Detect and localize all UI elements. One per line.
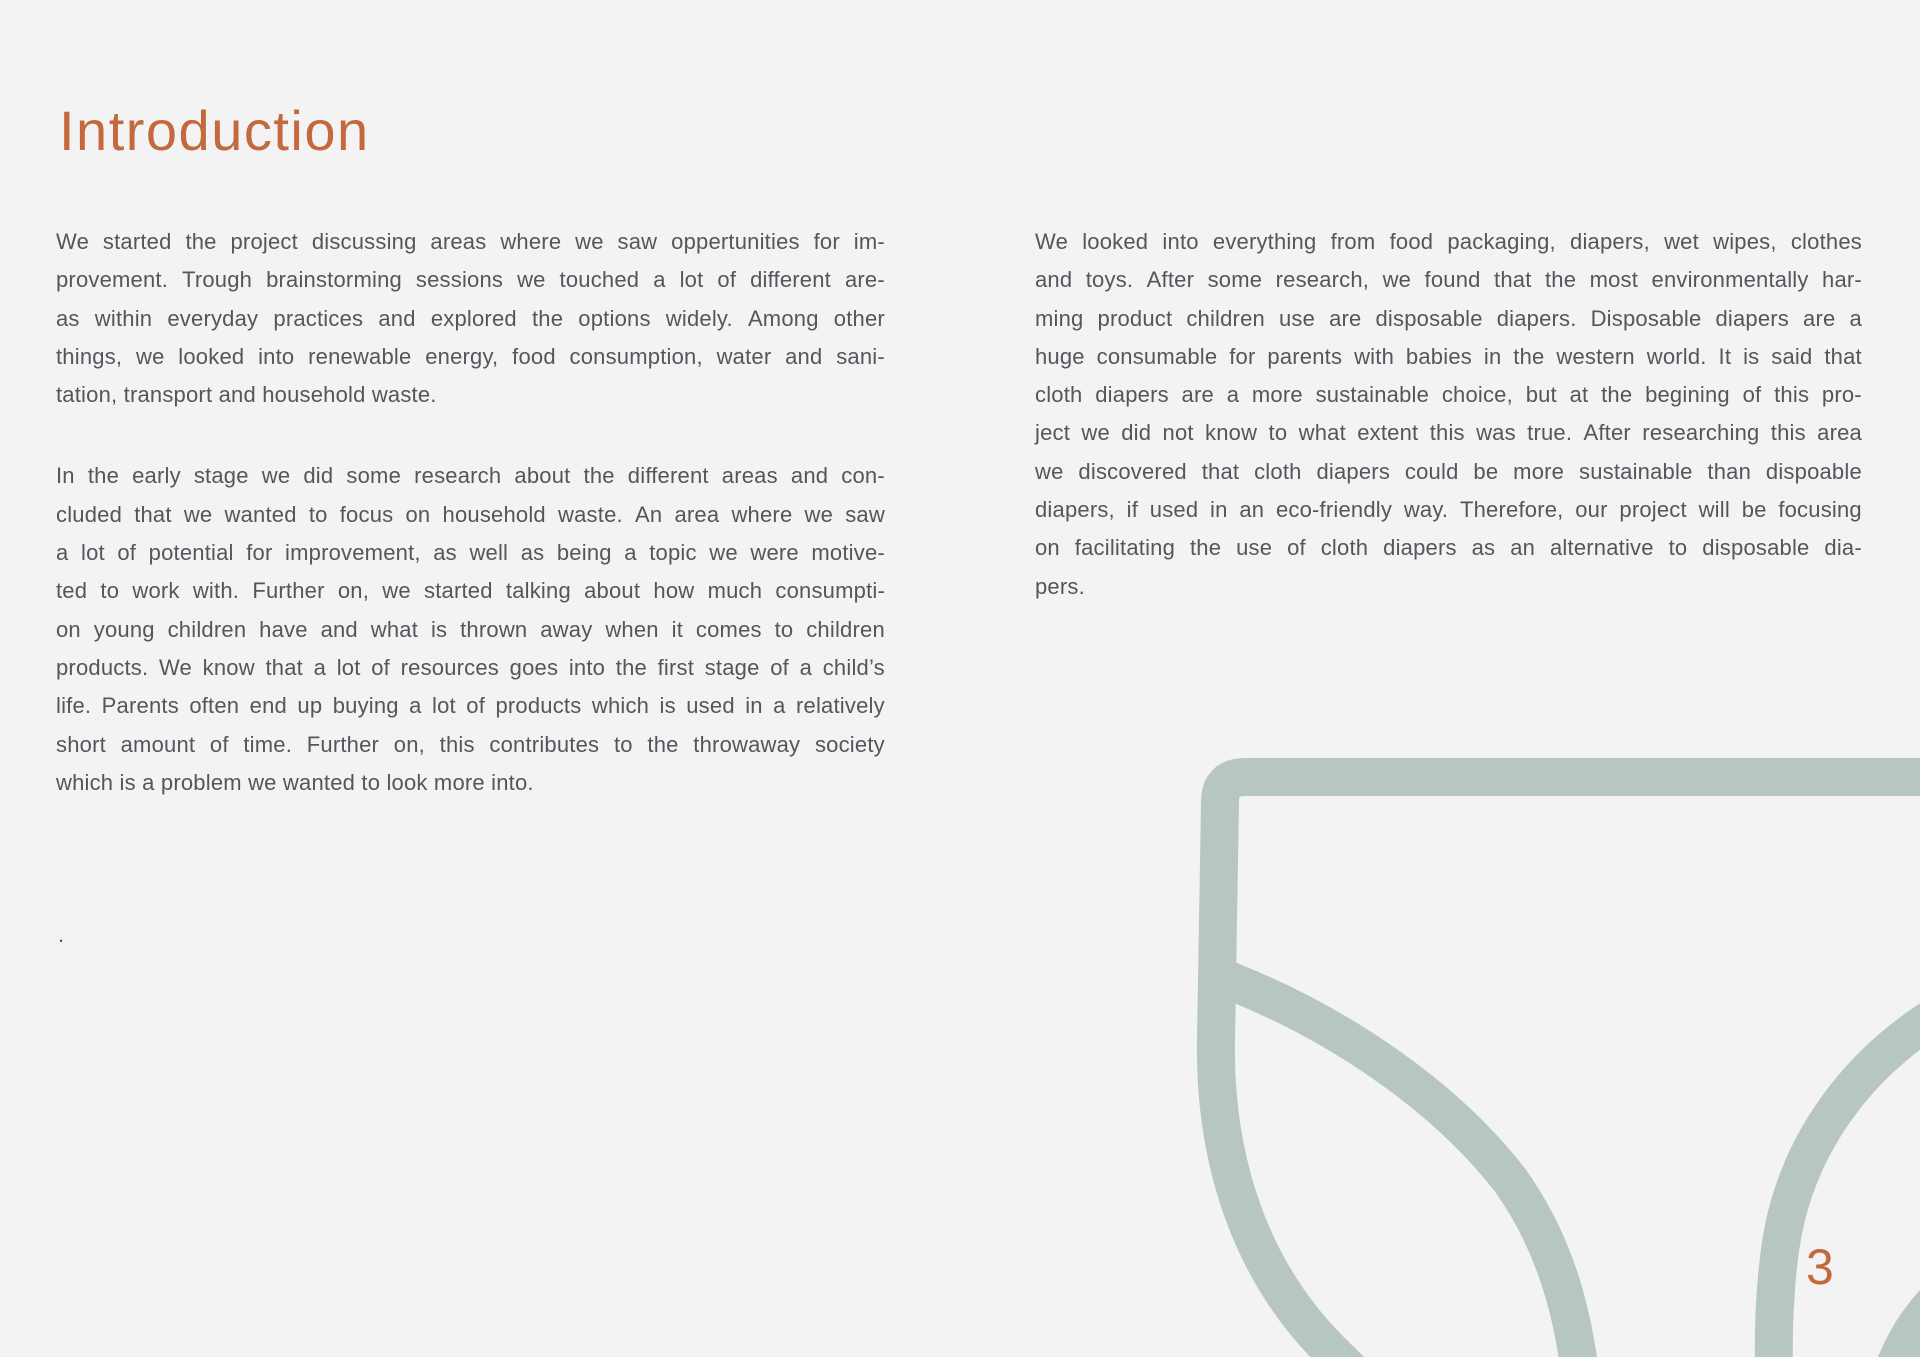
text-line: huge consumable for parents with babies in the western world. It is said that [1035,343,1862,369]
text-line: things, we looked into renewable energy, food consumption, water and sani- [56,343,885,369]
paragraph [56,223,885,414]
text-line: on young children have and what is thrown away when it comes to children [56,616,885,642]
text-line: which is a problem we wanted to look more into. [56,769,534,795]
text-line: life. Parents often end up buying a lot of products which is used in a relatively [56,693,885,719]
text-line: on facilitating the use of cloth diapers as an alternative to disposable dia- [1035,535,1862,561]
text-line: In the early stage we did some research about the different areas and con- [56,463,885,489]
text-line: cloth diapers are a more sustainable choice, but at the begining of this pro- [1035,382,1862,408]
text-line: products. We know that a lot of resources goes into the first stage of a child’s [56,654,885,680]
page-number: 3 [1806,1239,1834,1295]
text-line: pers. [1035,573,1085,599]
left-text-column [56,223,885,802]
text-line: as within everyday practices and explored the options widely. Among other [56,305,885,331]
text-line: and toys. After some research, we found that the most environmentally har- [1035,267,1862,293]
text-line: cluded that we wanted to focus on household waste. An area where we saw [56,501,885,527]
text-line: ject we did not know to what extent this was true. After researching this area [1035,420,1862,446]
text-line: we discovered that cloth diapers could be more sustainable than dispoable [1035,458,1862,484]
text-line: ming product children use are disposable diapers. Disposable diapers are a [1035,305,1862,331]
text-line: tation, transport and household waste. [56,382,437,408]
paragraph [1035,223,1862,606]
text-line: ted to work with. Further on, we started talking about how much consumpti- [56,578,885,604]
right-text-column [1035,223,1862,606]
diaper-left-leg-curve [1228,980,1586,1357]
text-line: We started the project discussing areas where we saw oppertunities for im- [56,229,885,254]
paragraph [56,457,885,802]
diaper-right-leg-curve [1774,1003,1920,1357]
stray-period-mark: . [58,922,65,947]
text-line: provement. Trough brainstorming sessions we touched a lot of different are- [56,267,885,293]
page-title: Introduction [59,99,370,162]
text-line: short amount of time. Further on, this contributes to the throwaway society [56,731,885,757]
text-line: a lot of potential for improvement, as well as being a topic we were motive- [56,540,885,566]
text-line: diapers, if used in an eco-friendly way. Therefore, our project will be focusing [1035,497,1862,523]
diaper-right-side-corner [1876,1278,1920,1357]
text-line: We looked into everything from food packaging, diapers, wet wipes, clothes [1035,229,1862,254]
